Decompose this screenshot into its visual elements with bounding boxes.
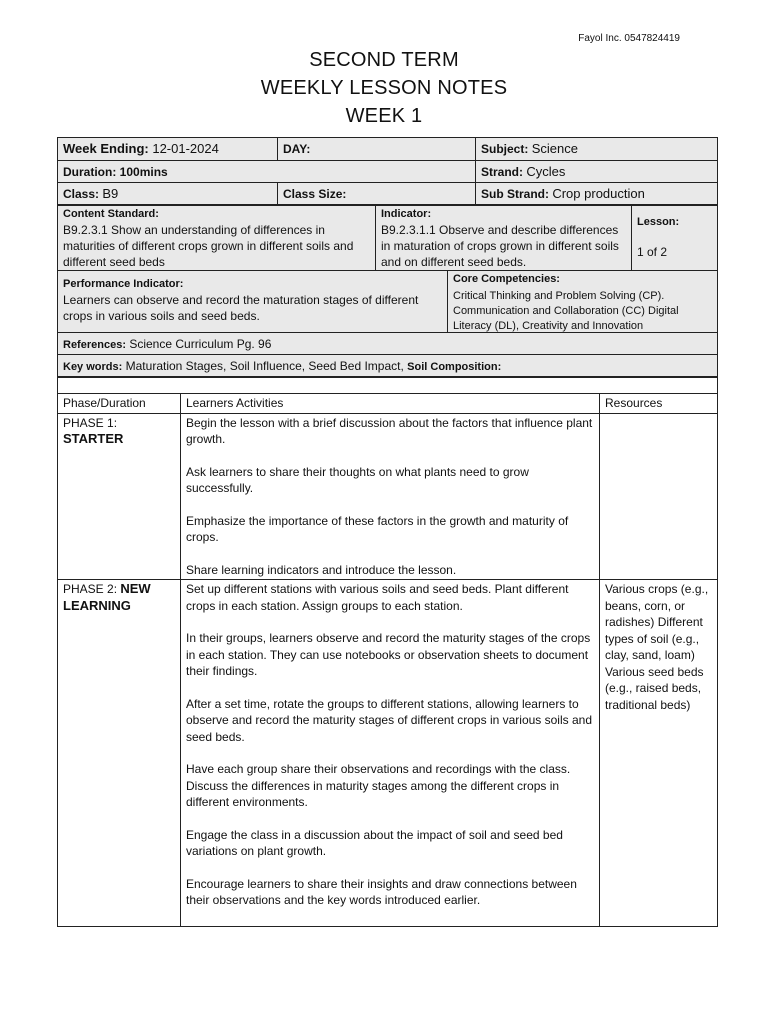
core-competencies-cell: Core Competencies: Critical Thinking and Problem Solving (CP). Communication and Collaboration (CC) Digital Literacy (DL), Creativity and Innovation bbox=[448, 271, 718, 336]
activity-paragraph: Begin the lesson with a brief discussion about the factors that influence plant growth. bbox=[186, 415, 593, 446]
sub-strand-cell: Sub Strand: Crop production bbox=[476, 183, 718, 205]
performance-table bbox=[57, 270, 718, 336]
strand-cell: Strand: Cycles bbox=[476, 161, 718, 183]
activity-paragraph: Share learning indicators and introduce the lesson. bbox=[186, 562, 457, 577]
phase2-cell: PHASE 2: NEW LEARNING bbox=[58, 580, 181, 927]
phase1-activities bbox=[181, 413, 600, 580]
header-phase: Phase/Duration bbox=[58, 394, 181, 414]
header-activities: Learners Activities bbox=[181, 394, 600, 414]
week-title: WEEK 1 bbox=[345, 105, 423, 127]
activity-paragraph: Have each group share their observations and recordings with the class. Discuss the differences in maturity stages among the different crops in different environments. bbox=[186, 762, 571, 809]
keywords-cell: Key words: Maturation Stages, Soil Influence, Seed Bed Impact, Soil Composition: bbox=[58, 355, 718, 377]
lesson-cell: Lesson: 1 of 2 bbox=[632, 206, 718, 272]
activity-paragraph: Encourage learners to share their insights and draw connections between their observations and the key words introduced earlier. bbox=[186, 876, 577, 907]
lesson-plan-table bbox=[57, 377, 718, 927]
phase1-cell: PHASE 1: STARTER bbox=[58, 413, 181, 580]
title-block bbox=[0, 46, 768, 130]
references-cell: References: Science Curriculum Pg. 96 bbox=[58, 333, 718, 355]
performance-indicator-cell: Performance Indicator: Learners can observe and record the maturation stages of different crops in various soils and seed beds. bbox=[58, 271, 448, 336]
activity-paragraph: Engage the class in a discussion about the impact of soil and seed bed variations on plant growth. bbox=[186, 827, 563, 858]
subject-cell: Subject: Science bbox=[476, 138, 718, 161]
activity-paragraph: After a set time, rotate the groups to different stations, allowing learners to observe and record the maturity stages of different crops in various soils and seed beds. bbox=[186, 696, 592, 744]
phase1-row bbox=[58, 413, 718, 580]
activity-paragraph: Set up different stations with various soils and seed beds. Plant different crops in each station. Assign groups to each station. bbox=[186, 582, 569, 613]
phase1-resources bbox=[600, 413, 718, 580]
info-table bbox=[57, 137, 718, 205]
publisher-note: Fayol Inc. 0547824419 bbox=[578, 33, 680, 44]
day-cell: DAY: bbox=[278, 138, 476, 161]
activity-paragraph: In their groups, learners observe and record the maturity stages of the crops in each station. They can use notebooks or observation sheets to document their findings. bbox=[186, 631, 591, 678]
term-title: SECOND TERM bbox=[309, 49, 459, 71]
content-standard-cell: Content Standard: B9.2.3.1 Show an understanding of differences in maturities of different crops grown in different soils and different seed beds bbox=[58, 206, 376, 272]
duration-cell: Duration: 100mins bbox=[58, 161, 476, 183]
class-size-cell: Class Size: bbox=[278, 183, 476, 205]
phase2-activities bbox=[181, 580, 600, 927]
phase2-row bbox=[58, 580, 718, 927]
week-ending-cell: Week Ending: 12-01-2024 bbox=[58, 138, 278, 161]
references-table bbox=[57, 332, 718, 377]
header-resources: Resources bbox=[600, 394, 718, 414]
indicator-cell: Indicator: B9.2.3.1.1 Observe and describe differences in maturation of crops grown in different soils and on different seed beds. bbox=[376, 206, 632, 272]
standards-table bbox=[57, 205, 718, 272]
notes-title: WEEKLY LESSON NOTES bbox=[260, 77, 508, 99]
activity-paragraph: Ask learners to share their thoughts on what plants need to grow successfully. bbox=[186, 464, 529, 495]
activity-paragraph: Emphasize the importance of these factors in the growth and maturity of crops. bbox=[186, 513, 569, 544]
blank-row bbox=[58, 378, 718, 394]
class-cell: Class: B9 bbox=[58, 183, 278, 205]
phase2-resources: Various crops (e.g., beans, corn, or radishes) Different types of soil (e.g., clay, sand, loam) Various seed beds (e.g., raised beds, traditional beds) bbox=[600, 580, 718, 927]
